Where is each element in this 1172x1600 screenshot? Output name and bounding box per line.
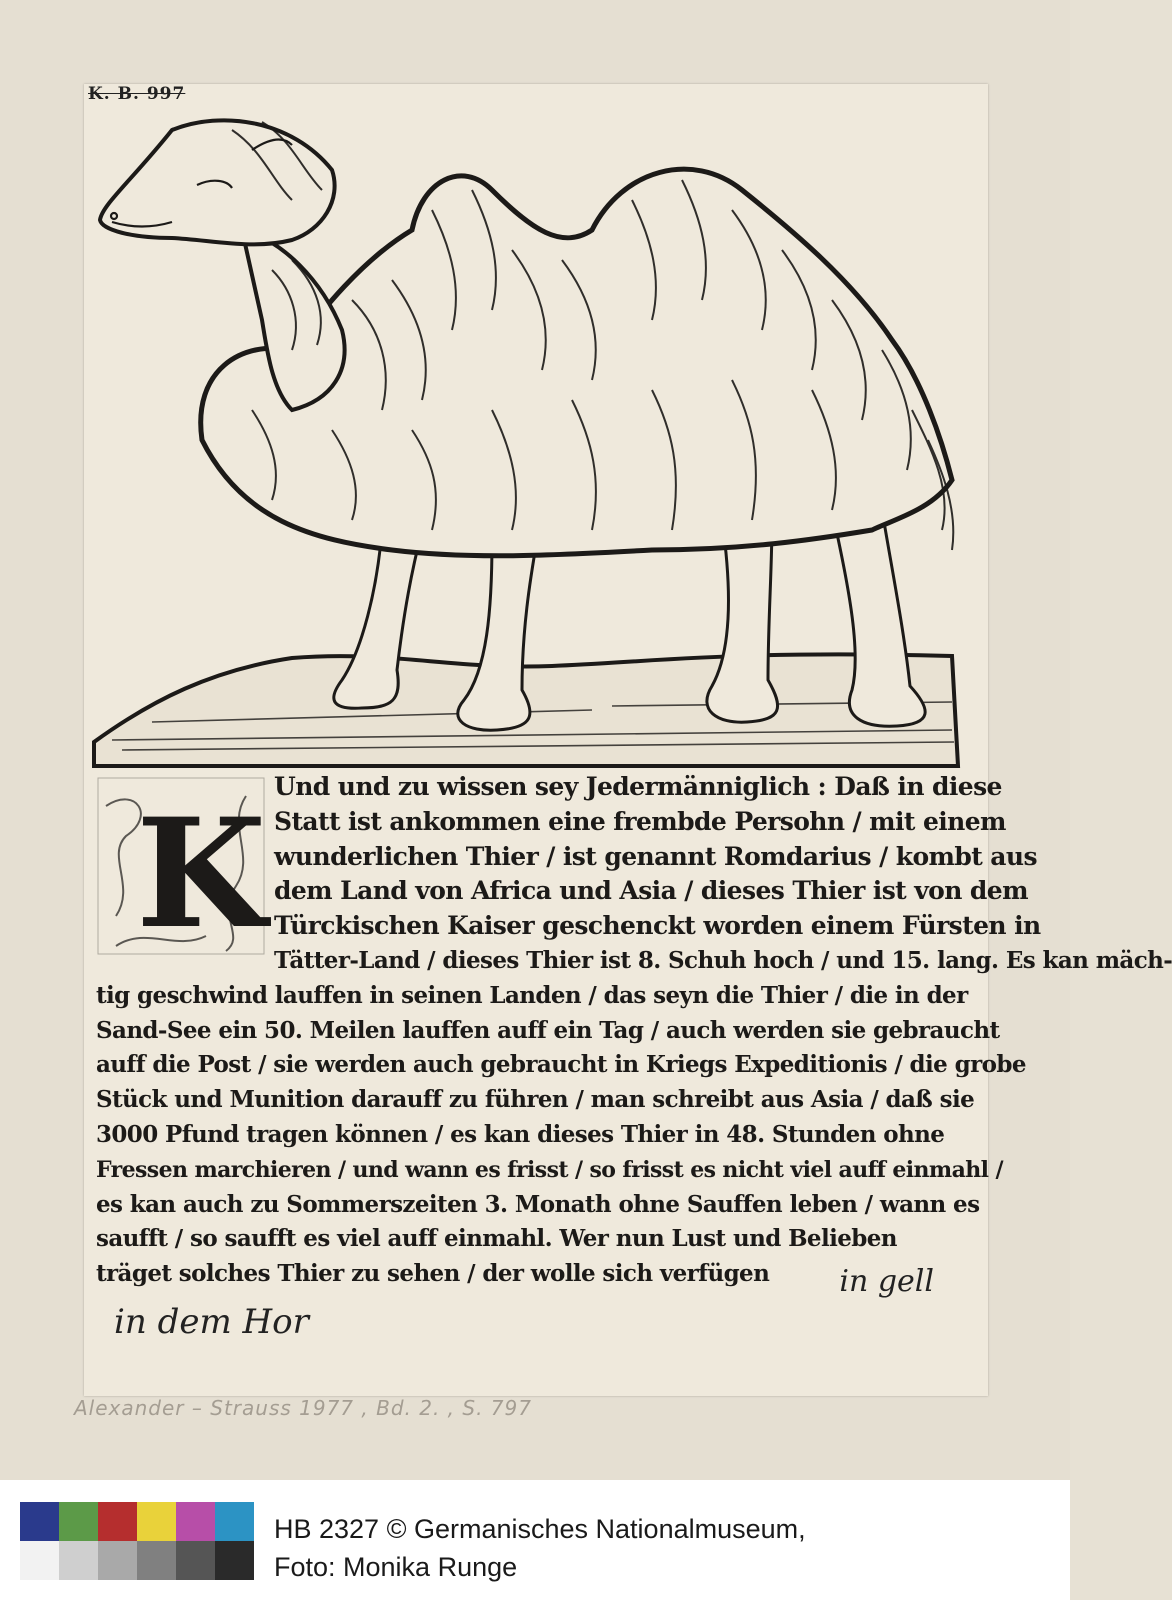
- handwriting-bottom: in dem Hor: [114, 1302, 309, 1342]
- color-checker: [20, 1502, 256, 1580]
- text-line-11: 3000 Pfund tragen können / es kan dieses Thier in 48. Stunden ohne: [96, 1120, 945, 1148]
- caption-line-1: HB 2327 © Germanisches Nationalmuseum,: [274, 1514, 806, 1544]
- pencil-reference-note: Alexander – Strauss 1977 , Bd. 2. , S. 797: [74, 1396, 532, 1420]
- text-line-13: es kan auch zu Sommerszeiten 3. Monath ohne Sauffen leben / wann es: [96, 1190, 980, 1218]
- text-line-10: Stück und Munition darauff zu führen / man schreibt aus Asia / daß sie: [96, 1086, 975, 1114]
- swatch-white: [20, 1541, 59, 1580]
- catalog-mark: K. B. 997: [88, 84, 186, 104]
- photo-caption: [274, 1510, 806, 1586]
- swatch-gray-2: [98, 1541, 137, 1580]
- text-line-4: dem Land von Africa und Asia / dieses Thier ist von dem: [274, 876, 1028, 906]
- text-line-1: Und und zu wissen sey Jedermänniglich : Daß in diese: [274, 772, 1002, 801]
- text-line-9: auff die Post / sie werden auch gebraucht in Kriegs Expeditionis / die grobe: [96, 1051, 1026, 1079]
- swatch-magenta: [176, 1502, 215, 1541]
- swatch-blue: [20, 1502, 59, 1541]
- text-line-5: Türckischen Kaiser geschenckt worden einem Fürsten in: [274, 911, 1041, 941]
- broadsheet: [84, 84, 1172, 1396]
- swatch-green: [59, 1502, 98, 1541]
- initial-letter: K: [136, 786, 267, 962]
- swatch-cyan: [215, 1502, 254, 1541]
- photo-credit-footer: [0, 1480, 1070, 1600]
- text-line-12: Fressen marchieren / und wann es frisst / so frisst es nicht viel auff einmahl /: [96, 1156, 1003, 1183]
- text-line-2: Statt ist ankommen eine frembde Persohn / mit einem: [274, 806, 1006, 836]
- text-line-7: tig geschwind lauffen in seinen Landen / das seyn die Thier / die in der: [96, 981, 968, 1009]
- camel-woodcut: [92, 110, 968, 770]
- swatch-gray-4: [176, 1541, 215, 1580]
- caption-line-2: Foto: Monika Runge: [274, 1552, 518, 1582]
- handwriting-right: in gell: [839, 1264, 934, 1299]
- swatch-yellow: [137, 1502, 176, 1541]
- text-line-6: Tätter-Land / dieses Thier ist 8. Schuh hoch / und 15. lang. Es kan mäch-: [274, 946, 1172, 974]
- text-line-15: träget solches Thier zu sehen / der wolle sich verfügen: [96, 1260, 770, 1288]
- decorated-initial: [96, 776, 267, 962]
- swatch-gray-3: [137, 1541, 176, 1580]
- broadsheet-text: [96, 770, 1172, 1292]
- text-line-3: wunderlichen Thier / ist genannt Romdarius / kombt aus: [274, 841, 1037, 871]
- text-line-8: Sand-See ein 50. Meilen lauffen auff ein Tag / auch werden sie gebraucht: [96, 1016, 1000, 1044]
- swatch-gray-1: [59, 1541, 98, 1580]
- text-line-14: saufft / so saufft es viel auff einmahl. Wer nun Lust und Belieben: [96, 1225, 897, 1253]
- swatch-black: [215, 1541, 254, 1580]
- swatch-red: [98, 1502, 137, 1541]
